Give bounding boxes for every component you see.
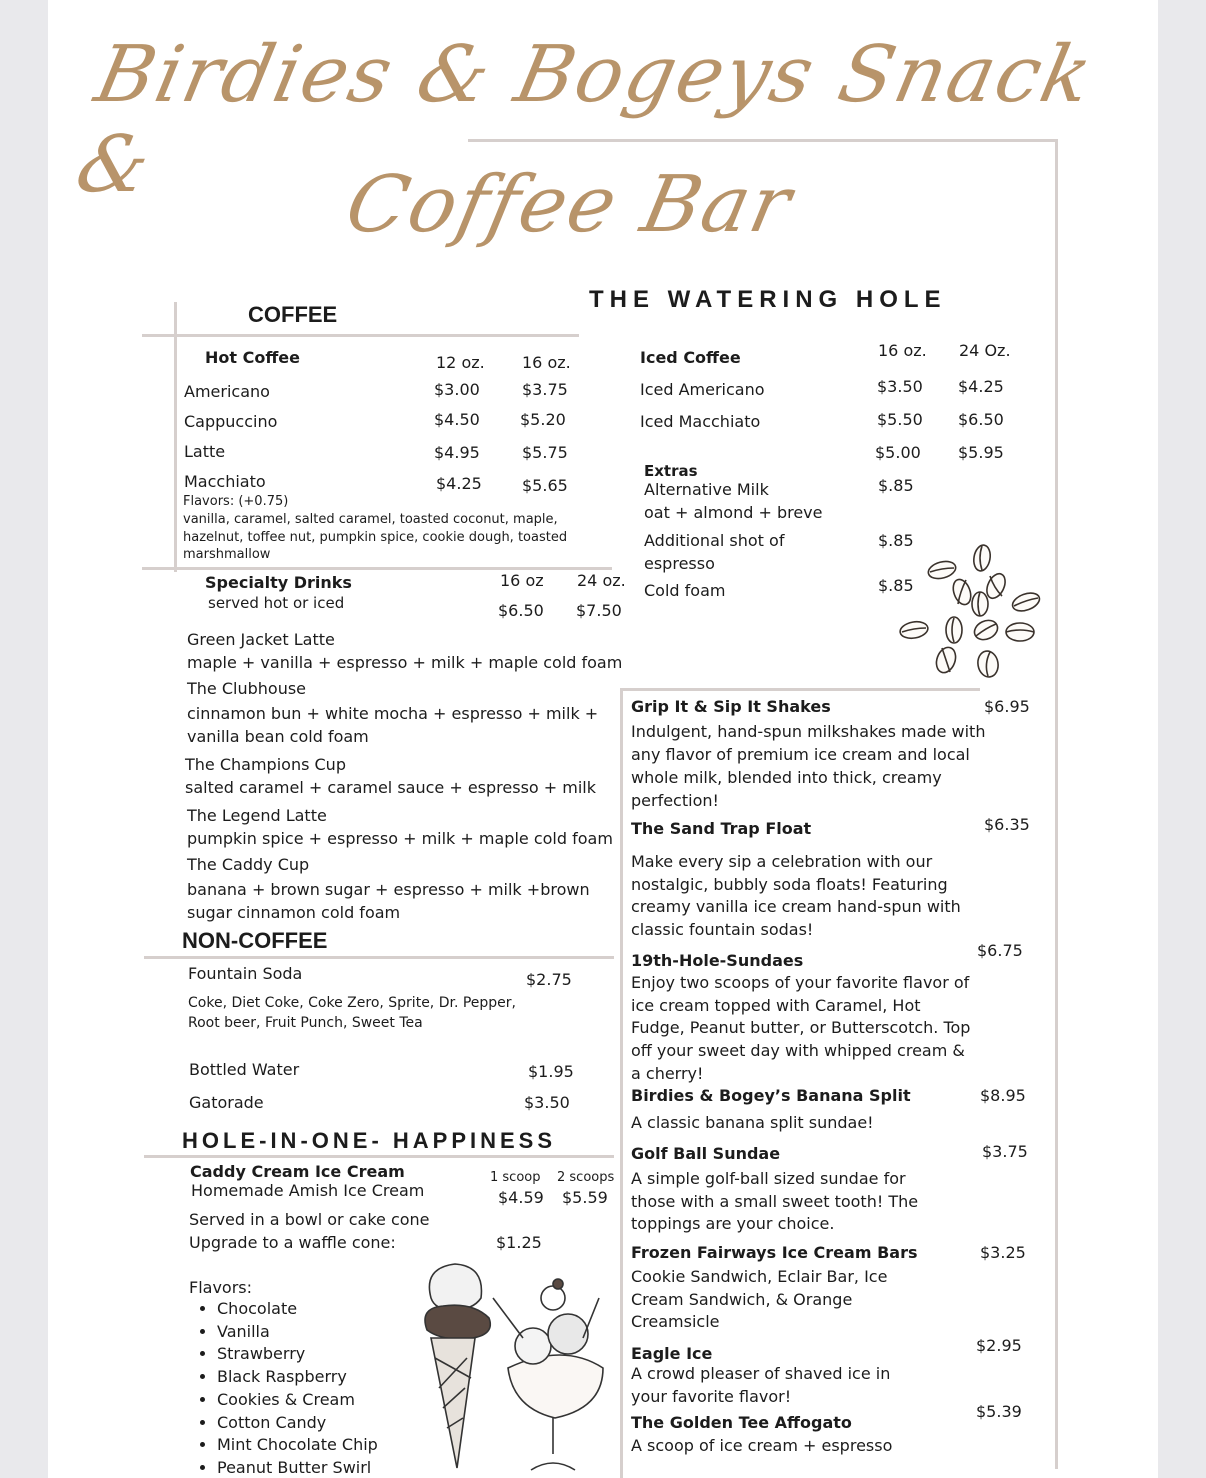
hot-item-name: Americano [184,382,270,401]
hot-item-price-16: $5.75 [522,443,568,462]
upgrade-text: Upgrade to a waffle cone: [189,1233,396,1252]
specialty-item-name: The Clubhouse [187,679,307,698]
flavor-item: • Peanut Butter Swirl [217,1457,378,1478]
flavor-item: • Vanilla [217,1321,378,1344]
specialty-item-name: The Caddy Cup [187,855,310,874]
price-1-scoop: $4.59 [498,1188,544,1207]
specialty-item-name: The Champions Cup [185,755,346,774]
hot-item-price-12: $4.50 [434,410,480,429]
water-name: Bottled Water [189,1060,300,1079]
specialty-item-desc: cinnamon bun + white mocha + espresso + milk + vanilla bean cold foam [187,704,599,746]
flavor-item: • Cookies & Cream [217,1389,378,1412]
treat-desc: Make every sip a celebration with our nostalgic, bubbly soda floats! Featuring creamy vanilla ice cream hand-spun with classic fountain sodas! [631,852,961,940]
iced-size-24: 24 Oz. [959,341,1011,360]
size-2-scoops: 2 scoops [557,1170,615,1185]
treat-desc: Enjoy two scoops of your favorite flavor of ice cream topped with Caramel, Hot Fudge, Peanut butter, or Butterscotch. Top off your sweet day with whipped cream & a cherry! [631,973,971,1083]
iced-item-price-24: $6.50 [958,410,1004,429]
iced-coffee-heading: Iced Coffee [640,348,741,367]
noncoffee-rule [144,956,614,959]
hot-coffee-heading: Hot Coffee [205,348,300,367]
menu-page [48,0,1158,1478]
treat-name: Birdies & Bogey’s Banana Split [631,1086,911,1105]
hole-heading: HOLE-IN-ONE- HAPPINESS [182,1128,557,1153]
flavors-heading: Flavors: [189,1278,253,1297]
specialty-item-desc: banana + brown sugar + espresso + milk +brown sugar cinnamon cold foam [187,880,590,922]
hole-rule [144,1155,614,1158]
soda-price: $2.75 [526,970,572,989]
extra-price: $.85 [878,576,914,595]
flavor-item: • Mint Chocolate Chip [217,1434,378,1457]
specialty-heading: Specialty Drinks [205,573,352,592]
iced-size-16: 16 oz. [878,341,927,360]
flavors-list: vanilla, caramel, salted caramel, toasted coconut, maple, hazelnut, toffee nut, pumpkin spice, cookie dough, toasted marshmallow [183,512,568,562]
hot-item-name: Latte [184,442,226,461]
flavor-item: • Strawberry [217,1343,378,1366]
specialty-sub: served hot or iced [208,594,345,612]
flavors-label: Flavors: (+0.75) [183,494,289,509]
treat-name: Grip It & Sip It Shakes [631,697,831,716]
menu-title-line2: Coffee Bar [338,160,801,250]
coffee-beans-illustration [896,542,1046,682]
extra-price: $.85 [878,476,914,495]
flavor-item: • Black Raspberry [217,1366,378,1389]
watering-top-rule [468,139,1058,142]
specialty-size-24: 24 oz. [577,571,626,590]
treat-price: $8.95 [980,1086,1026,1105]
served-text: Served in a bowl or cake cone [189,1210,430,1229]
iced-item-price-16: $5.50 [877,410,923,429]
extra-name: Additional shot of [644,531,785,550]
water-price: $1.95 [528,1062,574,1081]
watering-right-rule [1055,139,1058,1469]
treat-price: $3.75 [982,1142,1028,1161]
hot-size-12: 12 oz. [436,353,485,372]
ice-cream-illustration [413,1258,613,1478]
hot-item-name: Macchiato [184,472,266,491]
specialty-size-16: 16 oz [500,571,544,590]
extra-name: Alternative Milk [644,480,769,499]
iced-item-price-24: $5.95 [958,443,1004,462]
gatorade-name: Gatorade [189,1093,264,1112]
specialty-item-desc: salted caramel + caramel sauce + espresso + milk [185,778,597,797]
extra-price: $.85 [878,531,914,550]
treat-name: 19th-Hole-Sundaes [631,951,804,970]
treat-desc: A simple golf-ball sized sundae for those with a small sweet tooth! The toppings are your choice. [631,1169,919,1234]
soda-flavors: Coke, Diet Coke, Coke Zero, Sprite, Dr. Pepper, Root beer, Fruit Punch, Sweet Tea [188,995,517,1031]
hot-item-name: Cappuccino [184,412,278,431]
watering-heading: THE WATERING HOLE [589,286,947,313]
hot-item-price-16: $3.75 [522,380,568,399]
ice-cream-name: Caddy Cream Ice Cream [190,1162,405,1181]
treat-name: Eagle Ice [631,1344,713,1363]
extra-name: Cold foam [644,581,726,600]
treat-price: $6.35 [984,815,1030,834]
treat-desc: A scoop of ice cream + espresso [631,1436,893,1455]
treat-desc: Indulgent, hand-spun milkshakes made with any flavor of premium ice cream and local whole milk, blended into thick, creamy perfection! [631,722,986,810]
flavor-list [189,1298,378,1478]
treat-name: Golf Ball Sundae [631,1144,781,1163]
treat-price: $6.75 [977,941,1023,960]
iced-item-price-24: $4.25 [958,377,1004,396]
soda-name: Fountain Soda [188,964,303,983]
specialty-item-desc: maple + vanilla + espresso + milk + maple cold foam [187,653,623,672]
treat-price: $5.39 [976,1402,1022,1421]
treats-rule [622,688,980,691]
treat-price: $6.95 [984,697,1030,716]
hot-item-price-16: $5.65 [522,476,568,495]
coffee-rule [142,334,579,337]
treat-name: Frozen Fairways Ice Cream Bars [631,1243,918,1262]
specialty-rule [142,567,612,570]
hot-item-price-12: $4.95 [434,443,480,462]
specialty-price-24: $7.50 [576,601,622,620]
specialty-price-16: $6.50 [498,601,544,620]
hot-item-price-12: $3.00 [434,380,480,399]
upgrade-price: $1.25 [496,1233,542,1252]
left-column-rule [174,302,177,572]
coffee-heading: COFFEE [248,302,338,327]
hot-item-price-12: $4.25 [436,474,482,493]
flavor-item: • Chocolate [217,1298,378,1321]
ice-cream-sub: Homemade Amish Ice Cream [191,1181,425,1200]
specialty-item-desc: pumpkin spice + espresso + milk + maple cold foam [187,829,613,848]
treat-desc: A crowd pleaser of shaved ice in your favorite flavor! [631,1364,891,1406]
specialty-item-name: The Legend Latte [187,806,327,825]
treat-desc: Cookie Sandwich, Eclair Bar, Ice Cream Sandwich, & Orange Creamsicle [631,1267,888,1332]
extras-heading: Extras [644,462,698,480]
treat-desc: A classic banana split sundae! [631,1113,874,1132]
price-2-scoops: $5.59 [562,1188,608,1207]
hot-item-price-16: $5.20 [520,410,566,429]
treats-left-rule [620,688,623,1478]
treat-price: $3.25 [980,1243,1026,1262]
treat-name: The Golden Tee Affogato [631,1413,852,1432]
treat-name: The Sand Trap Float [631,819,812,838]
size-1-scoop: 1 scoop [490,1170,541,1185]
extra-sub: oat + almond + breve [644,503,823,522]
iced-item-name: Iced Americano [640,380,765,399]
iced-item-price-16: $5.00 [875,443,921,462]
flavor-item: • Cotton Candy [217,1412,378,1435]
menu-title-line1: Birdies & Bogeys Snack & [68,30,1102,210]
iced-item-price-16: $3.50 [877,377,923,396]
specialty-item-name: Green Jacket Latte [187,630,335,649]
treat-price: $2.95 [976,1336,1022,1355]
extra-sub: espresso [644,554,715,573]
iced-item-name: Iced Macchiato [640,412,761,431]
gatorade-price: $3.50 [524,1093,570,1112]
noncoffee-heading: NON-COFFEE [182,928,328,953]
hot-size-16: 16 oz. [522,353,571,372]
